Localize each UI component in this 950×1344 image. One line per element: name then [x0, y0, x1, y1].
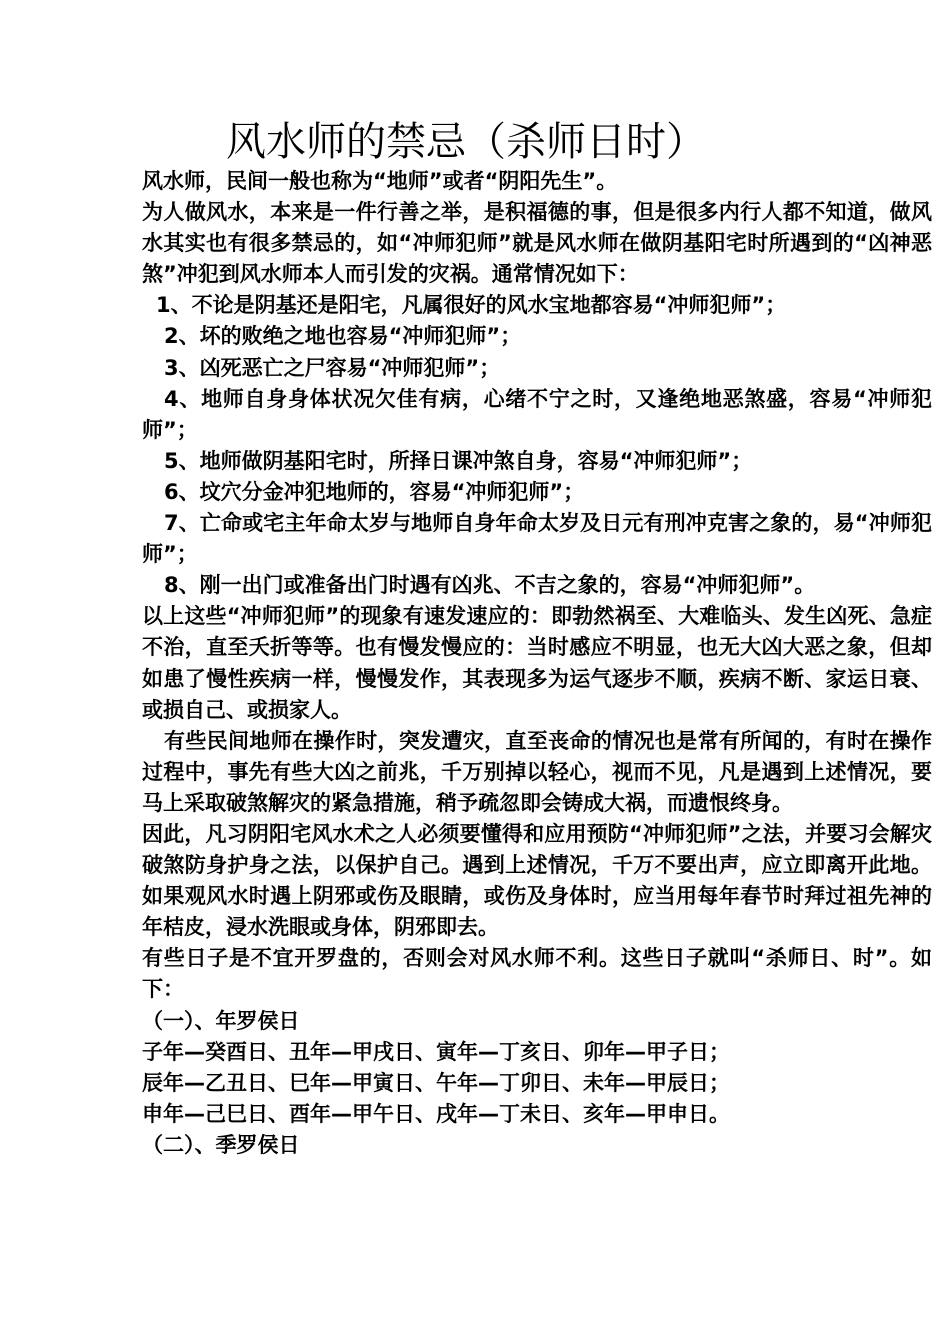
list-item-3: 3、凶死恶亡之尸容易“冲师犯师”；	[164, 355, 501, 380]
document-title: 风水师的禁忌（杀师日时）	[226, 119, 706, 165]
paragraph-intro: 风水师，民间一般也称为“地师”或者“阴阳先生”。	[142, 169, 618, 193]
table-line-3: 申年—己巳日、酉年—甲午日、戌年—丁未日、亥年—甲申日。	[142, 1101, 730, 1126]
section-heading-1: （一）、年罗侯日	[142, 1008, 300, 1033]
paragraph-prevention: 因此，凡习阴阳宅风水术之人必须要懂得和应用预防“冲师犯师”之法，并要习会解灾破煞防身护身之法，以保护自己。遇到上述情况，千万不要出声，应立即离开此地。如果观风水时遇上阴邪或伤及眼睛，或伤及身体时，应当用每年春节时拜过祖先神的年桔皮，浸水洗眼或身体，阴邪即去。	[142, 821, 932, 940]
document-body	[142, 166, 932, 1161]
list-item-4: 4、地师自身身体状况欠佳有病，心绪不宁之时，又逢绝地恶煞盛，容易“冲师犯师”；	[142, 386, 932, 442]
section-heading-2: （二）、季罗侯日	[142, 1132, 300, 1157]
table-line-1: 子年—癸酉日、丑年—甲戌日、寅年—丁亥日、卯年—甲子日；	[142, 1039, 730, 1064]
list-item-7: 7、亡命或宅主年命太岁与地师自身年命太岁及日元有刑冲克害之象的，易“冲师犯师”；	[142, 511, 932, 567]
list-item-8: 8、刚一出门或准备出门时遇有凶兆、不吉之象的，容易“冲师犯师”。	[164, 573, 816, 598]
list-item-6: 6、坟穴分金冲犯地师的，容易“冲师犯师”；	[164, 479, 585, 504]
list-item-5: 5、地师做阴基阳宅时，所择日课冲煞自身，容易“冲师犯师”；	[164, 448, 753, 473]
paragraph-cases: 有些民间地师在操作时，突发遭灾，直至丧命的情况也是常有所闻的，有时在操作过程中，事先有些大凶之前兆，千万别掉以轻心，视而不见，凡是遇到上述情况，要马上采取破煞解灾的紧急措施，稍予疏忽即会铸成大祸，而遗恨终身。	[142, 728, 932, 815]
table-line-2: 辰年—乙丑日、巳年—甲寅日、午年—丁卯日、未年—甲辰日；	[142, 1070, 730, 1095]
paragraph-effects: 以上这些“冲师犯师”的现象有速发速应的：即勃然祸至、大难临头、发生凶死、急症不治，直至夭折等等。也有慢发慢应的：当时感应不明显，也无大凶大恶之象，但却如患了慢性疾病一样，慢慢发作，其表现多为运气逐步不顺，疾病不断、家运日衰、或损自己、或损家人。	[142, 604, 932, 722]
paragraph-killer-days: 有些日子是不宜开罗盘的，否则会对风水师不利。这些日子就叫“杀师日、时”。如下：	[142, 946, 932, 1002]
list-item-1: 1、不论是阴基还是阳宅，凡属很好的风水宝地都容易“冲师犯师”；	[156, 293, 787, 318]
list-item-2: 2、坏的败绝之地也容易“冲师犯师”；	[164, 324, 522, 349]
paragraph-background: 为人做风水，本来是一件行善之举，是积福德的事，但是很多内行人都不知道，做风水其实也有很多禁忌的，如“冲师犯师”就是风水师在做阴基阳宅时所遇到的“凶神恶煞”冲犯到风水师本人而引发的灾祸。通常情况如下：	[142, 200, 932, 287]
